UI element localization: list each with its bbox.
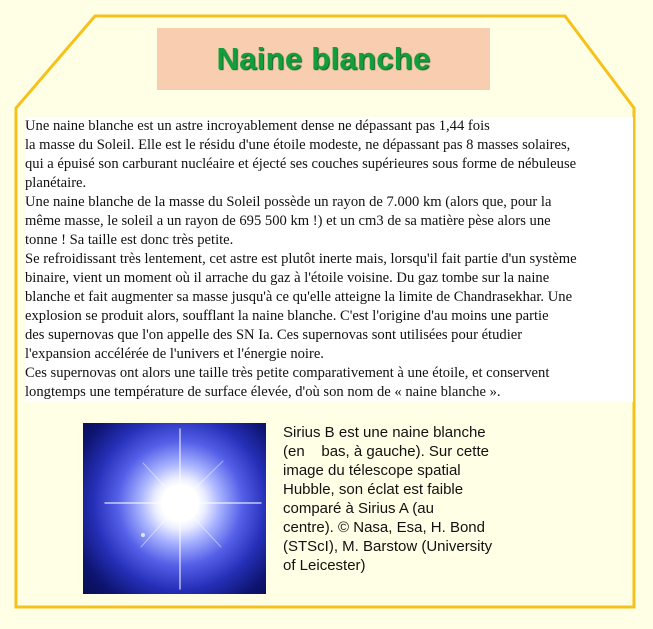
caption-line: (STScI), M. Barstow (University — [283, 538, 493, 555]
body-line: Une naine blanche est un astre incroyablement dense ne dépassant pas 1,44 fois — [25, 117, 633, 136]
caption-line: of Leicester) — [283, 557, 366, 574]
caption-line: (en bas, à gauche). Sur cette — [283, 443, 489, 460]
title-box — [157, 28, 490, 90]
caption-line: Hubble, son éclat est faible — [283, 481, 464, 498]
photo-caption — [283, 423, 523, 575]
body-line: longtemps une température de surface élevée, d'où son nom de « naine blanche ». — [25, 383, 633, 402]
caption-line: Sirius B est une naine blanche — [283, 424, 486, 441]
sirius-photo — [83, 423, 266, 594]
caption-line: image du télescope spatial — [283, 462, 461, 479]
body-text — [25, 117, 633, 402]
star-photo-icon — [83, 423, 266, 594]
page-title: Naine blanche — [216, 41, 431, 76]
body-line: la masse du Soleil. Elle est le résidu d'une étoile modeste, ne dépassant pas 8 masses solaires, — [25, 136, 633, 155]
caption-line: comparé à Sirius A (au — [283, 500, 434, 517]
body-line: Ces supernovas ont alors une taille très petite comparativement à une étoile, et conservent — [25, 364, 633, 383]
body-line: planétaire. — [25, 174, 633, 193]
body-line: qui a épuisé son carburant nucléaire et éjecté ses couches supérieures sous forme de nébuleuse — [25, 155, 633, 174]
body-line: blanche et fait augmenter sa masse jusqu'à ce qu'elle atteigne la limite de Chandrasekhar. Une — [25, 288, 633, 307]
body-line: tonne ! Sa taille est donc très petite. — [25, 231, 633, 250]
body-line: Une naine blanche de la masse du Soleil possède un rayon de 7.000 km (alors que, pour la — [25, 193, 633, 212]
body-line: l'expansion accélérée de l'univers et l'énergie noire. — [25, 345, 633, 364]
body-line: Se refroidissant très lentement, cet astre est plutôt inerte mais, lorsqu'il fait partie d'un système — [25, 250, 633, 269]
body-line: même masse, le soleil a un rayon de 695 500 km !) et un cm3 de sa matière pèse alors une — [25, 212, 633, 231]
caption-line: centre). © Nasa, Esa, H. Bond — [283, 519, 485, 536]
body-line: explosion se produit alors, soufflant la naine blanche. C'est l'origine d'au moins une partie — [25, 307, 633, 326]
body-line: binaire, vient un moment où il arrache du gaz à l'étoile voisine. Du gaz tombe sur la naine — [25, 269, 633, 288]
body-line: des supernovas que l'on appelle des SN Ia. Ces supernovas sont utilisées pour étudier — [25, 326, 633, 345]
